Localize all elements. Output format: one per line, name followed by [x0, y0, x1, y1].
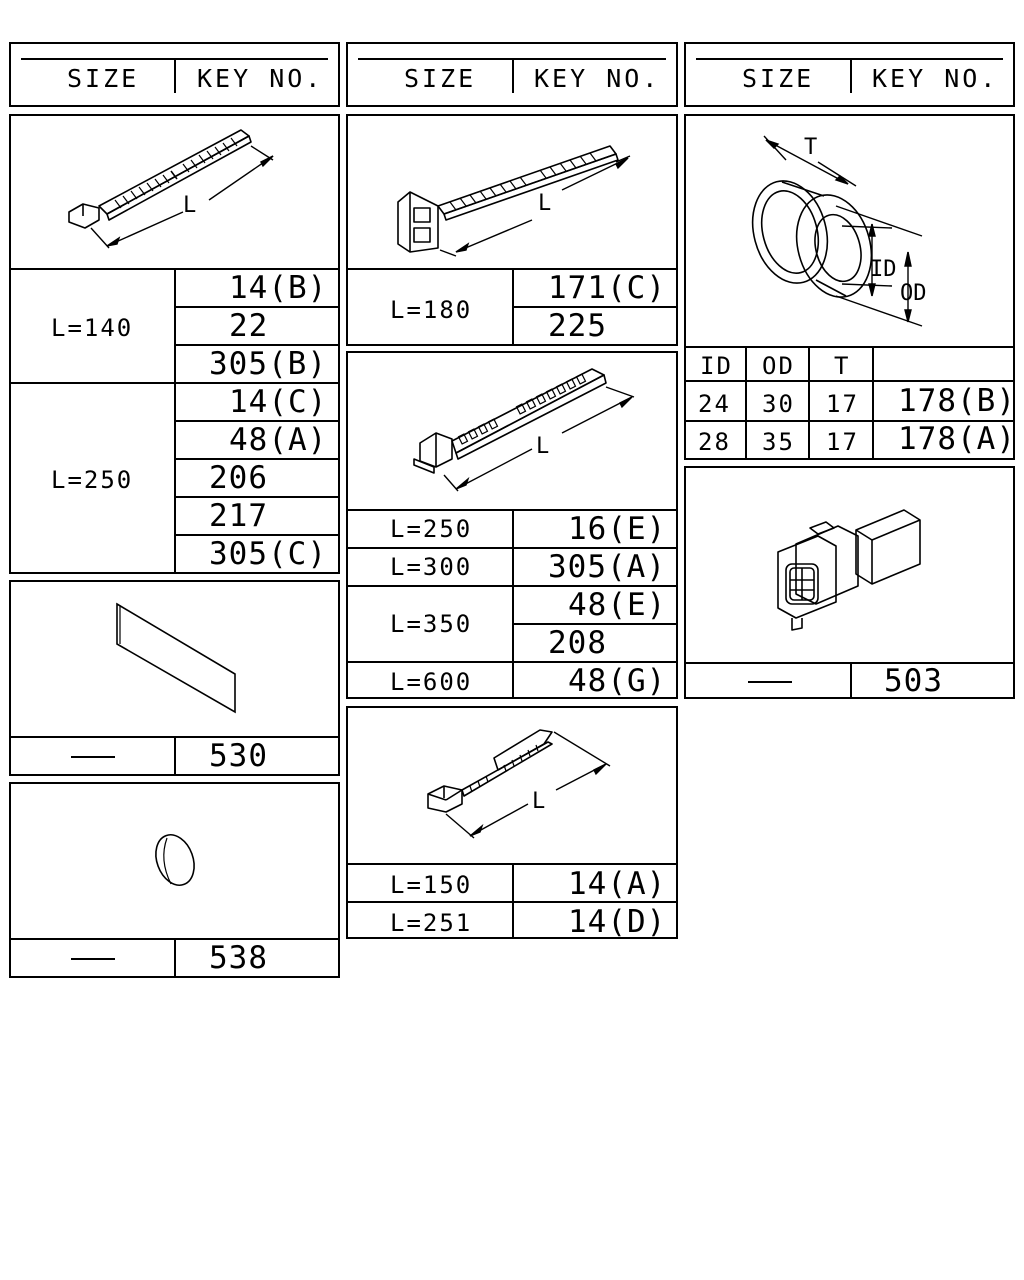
key-number: 14(C)	[229, 384, 328, 420]
key-number: 14(A)	[568, 866, 667, 902]
header-left	[9, 42, 340, 107]
dim-id-label: ID	[870, 257, 897, 282]
key-number: 48(E)	[568, 587, 667, 623]
connector-icon	[686, 468, 1013, 662]
header-middle	[346, 42, 678, 107]
key-number: 171(C)	[548, 270, 666, 306]
disc-panel	[9, 782, 340, 978]
key-heading: KEY NO.	[534, 64, 661, 93]
size-heading: SIZE	[742, 64, 815, 93]
key-number: 16(E)	[568, 511, 667, 547]
grommet-panel	[684, 114, 1015, 460]
cable-tie-a-drawing	[11, 116, 338, 270]
cable-tie-icon	[348, 116, 676, 268]
column-heading-od: OD	[762, 352, 795, 380]
key-number: 225	[548, 308, 607, 344]
size-label: L=600	[390, 668, 473, 696]
size-label: L=350	[390, 610, 473, 638]
key-number: 48(G)	[568, 663, 667, 699]
cable-tie-c-panel	[346, 351, 678, 699]
key-number: 305(C)	[209, 536, 327, 572]
grommet-drawing	[686, 116, 1013, 348]
size-label: L=250	[390, 515, 473, 543]
cable-tie-d-drawing	[348, 708, 676, 865]
key-heading: KEY NO.	[872, 64, 999, 93]
header-right	[684, 42, 1015, 107]
size-label: L=180	[390, 296, 473, 324]
pad-icon	[11, 582, 338, 736]
cable-tie-c-drawing	[348, 353, 676, 511]
cell-od: 35	[762, 428, 795, 456]
key-number: 22	[229, 308, 269, 344]
key-number: 305(A)	[548, 549, 666, 585]
key-number: 305(B)	[209, 346, 327, 382]
dim-l-label: L	[538, 191, 552, 216]
key-number: 14(B)	[229, 270, 328, 306]
key-number: 48(A)	[229, 422, 328, 458]
key-number: 14(D)	[568, 904, 667, 940]
column-heading-t: T	[834, 352, 851, 380]
size-heading: SIZE	[404, 64, 477, 93]
dim-od-label: OD	[900, 281, 927, 306]
disc-drawing	[11, 784, 338, 940]
cable-tie-icon	[348, 708, 676, 863]
size-label: L=300	[390, 553, 473, 581]
key-number: 217	[209, 498, 268, 534]
cell-od: 30	[762, 390, 795, 418]
cable-tie-b-panel	[346, 114, 678, 346]
dim-t-label: T	[804, 135, 818, 160]
key-heading: KEY NO.	[197, 64, 324, 93]
cable-tie-d-panel	[346, 706, 678, 939]
cell-id: 28	[698, 428, 731, 456]
connector-panel	[684, 466, 1015, 699]
size-label: L=250	[51, 466, 134, 494]
key-number: 538	[209, 940, 268, 976]
cable-tie-b-drawing	[348, 116, 676, 270]
key-number: 178(A)	[898, 421, 1016, 457]
key-number: 503	[884, 663, 943, 699]
size-label: L=140	[51, 314, 134, 342]
dim-l-label: L	[183, 193, 197, 218]
size-label: L=251	[390, 909, 473, 937]
cable-tie-a-panel	[9, 114, 340, 574]
grommet-icon	[686, 116, 1013, 346]
key-number: 530	[209, 738, 268, 774]
column-heading-id: ID	[700, 352, 733, 380]
connector-drawing	[686, 468, 1013, 664]
dim-l-label: L	[536, 434, 550, 459]
key-number: 178(B)	[898, 383, 1016, 419]
key-number: 208	[548, 625, 607, 661]
key-number: 206	[209, 460, 268, 496]
no-size-dash	[71, 756, 115, 758]
size-heading: SIZE	[67, 64, 140, 93]
cell-t: 17	[826, 428, 859, 456]
size-label: L=150	[390, 871, 473, 899]
pad-panel	[9, 580, 340, 776]
disc-icon	[11, 784, 338, 938]
no-size-dash	[71, 958, 115, 960]
no-size-dash	[748, 681, 792, 683]
dim-l-label: L	[532, 789, 546, 814]
pad-drawing	[11, 582, 338, 738]
cable-tie-icon	[348, 353, 676, 509]
cable-tie-icon	[11, 116, 338, 268]
cell-t: 17	[826, 390, 859, 418]
cell-id: 24	[698, 390, 731, 418]
